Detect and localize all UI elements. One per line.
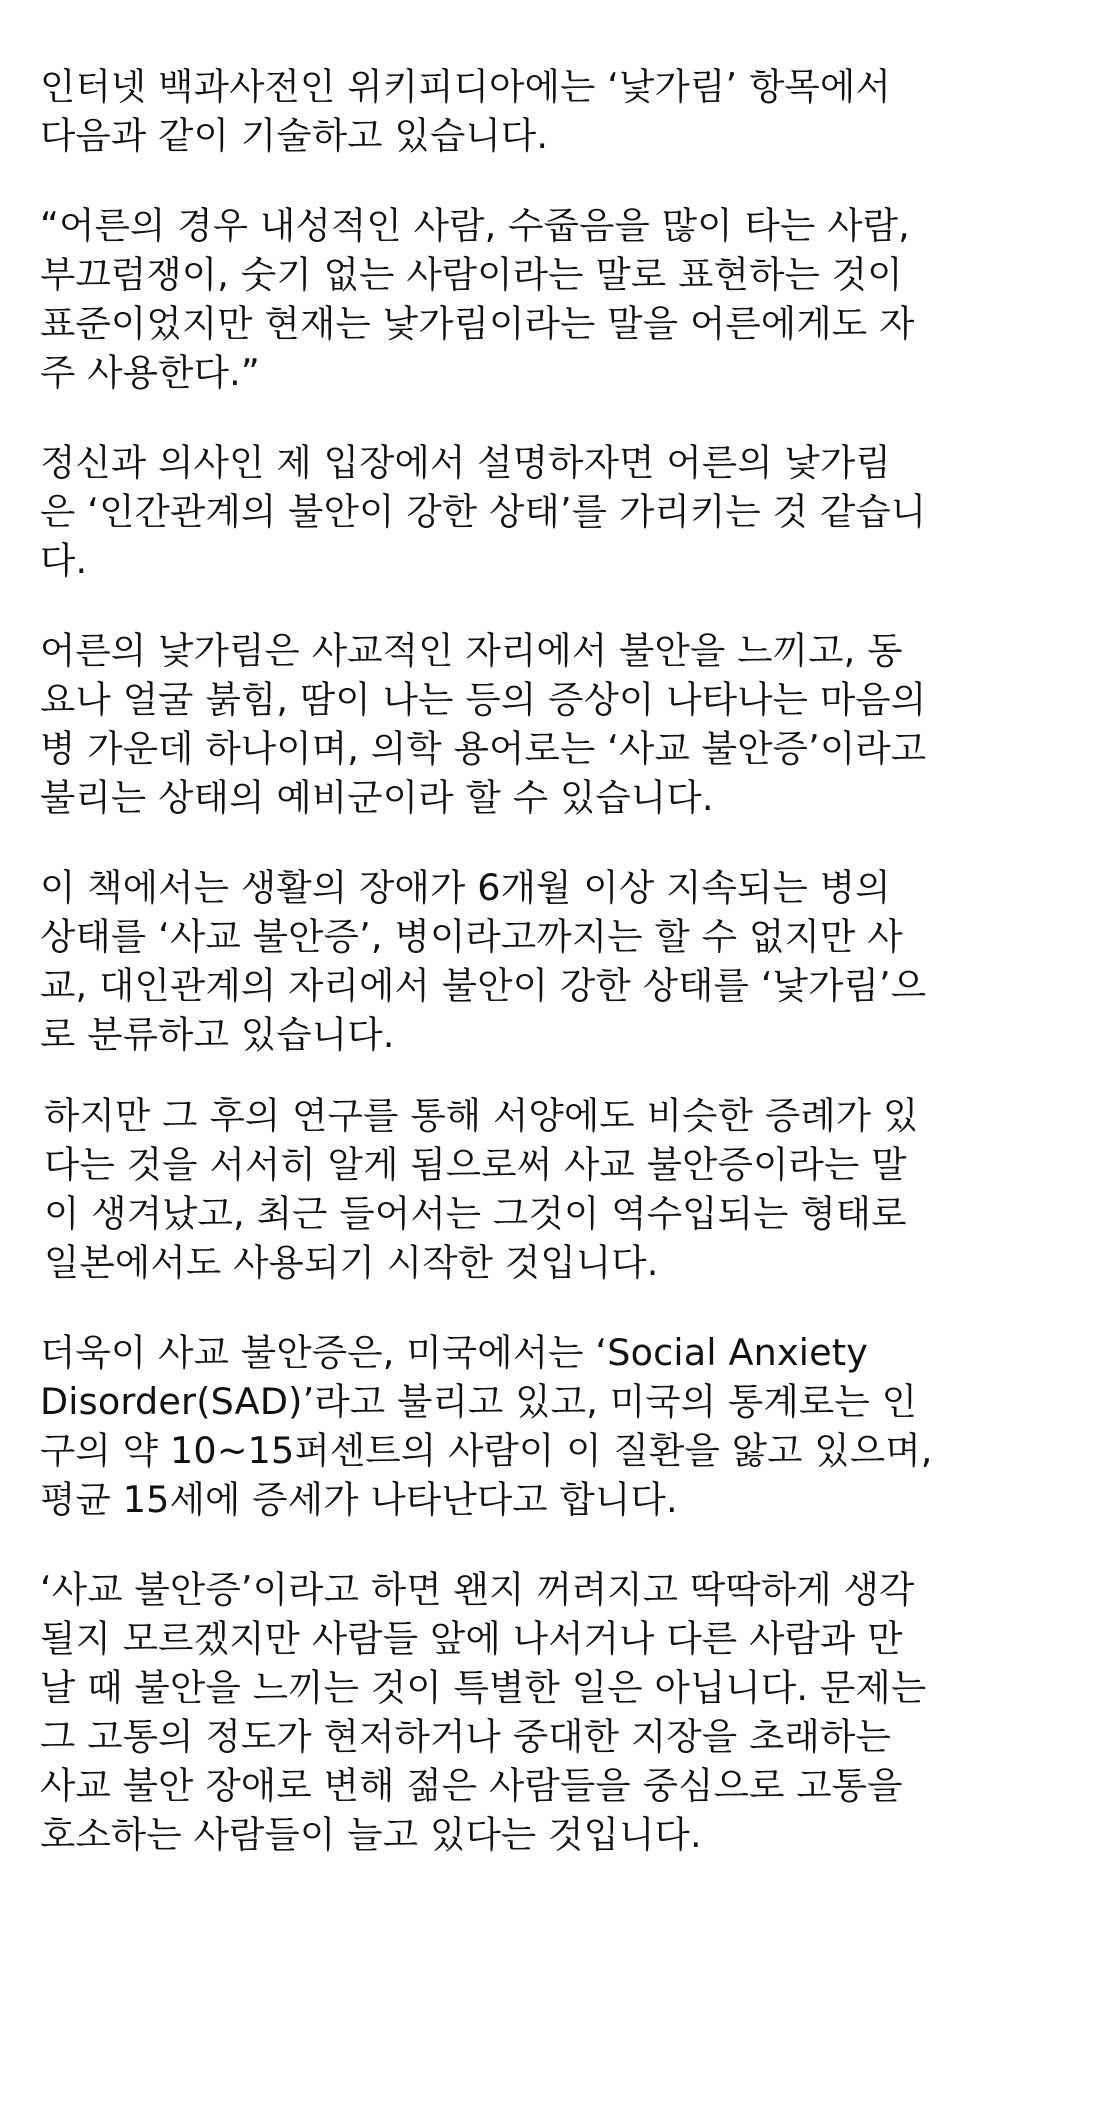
text-line: 더욱이 사교 불안증은, 미국에서는 ‘Social Anxiety (40, 1331, 869, 1374)
text-line: ‘사교 불안증’이라고 하면 왠지 꺼려지고 딱딱하게 생각 (40, 1568, 915, 1611)
text-line: 평균 15세에 증세가 나타난다고 합니다. (40, 1478, 678, 1521)
text-line: 정신과 의사인 제 입장에서 설명하자면 어른의 낯가림 (40, 441, 891, 484)
paragraph-4 (40, 626, 1090, 822)
text-line: 주 사용한다.” (40, 351, 261, 394)
text-line: 요나 얼굴 붉힘, 땀이 나는 등의 증상이 나타나는 마음의 (40, 678, 927, 721)
text-line: 은 ‘인간관계의 불안이 강한 상태’를 가리키는 것 같습니 (40, 490, 927, 533)
text-line: 어른의 낯가림은 사교적인 자리에서 불안을 느끼고, 동 (40, 629, 903, 672)
text-line: 불리는 상태의 예비군이라 할 수 있습니다. (40, 776, 714, 819)
paragraph-5 (40, 863, 1090, 1059)
paragraph-7 (40, 1328, 1090, 1524)
text-line: 부끄럼쟁이, 숫기 없는 사람이라는 말로 표현하는 것이 (40, 253, 903, 296)
text-line: 그 고통의 정도가 현저하거나 중대한 지장을 초래하는 (40, 1715, 891, 1758)
text-line: 구의 약 10~15퍼센트의 사람이 이 질환을 앓고 있으며, (40, 1429, 933, 1472)
text-line: 다음과 같이 기술하고 있습니다. (40, 114, 549, 157)
text-line: “어른의 경우 내성적인 사람, 수줍음을 많이 타는 사람, (40, 204, 910, 247)
text-line: 일본에서도 사용되기 시작한 것입니다. (44, 1241, 659, 1284)
text-line: 호소하는 사람들이 늘고 있다는 것입니다. (40, 1813, 702, 1856)
text-line: 교, 대인관계의 자리에서 불안이 강한 상태를 ‘낯가림’으 (40, 964, 927, 1007)
paragraph-8 (40, 1565, 1090, 1859)
paragraph-1 (40, 62, 1090, 160)
paragraph-3 (40, 438, 1090, 585)
text-line: 날 때 불안을 느끼는 것이 특별한 일은 아닙니다. 문제는 (40, 1666, 927, 1709)
text-line: 다는 것을 서서히 알게 됨으로써 사교 불안증이라는 말 (44, 1143, 907, 1186)
text-line: Disorder(SAD)’라고 불리고 있고, 미국의 통계로는 인 (40, 1380, 918, 1423)
text-line: 병 가운데 하나이며, 의학 용어로는 ‘사교 불안증’이라고 (40, 727, 927, 770)
text-line: 이 책에서는 생활의 장애가 6개월 이상 지속되는 병의 (40, 866, 891, 909)
paragraph-6 (44, 1091, 1090, 1287)
text-line: 사교 불안 장애로 변해 젊은 사람들을 중심으로 고통을 (40, 1764, 903, 1807)
paragraph-2-quote (40, 201, 1090, 397)
text-line: 로 분류하고 있습니다. (40, 1013, 395, 1056)
text-line: 인터넷 백과사전인 위키피디아에는 ‘낯가림’ 항목에서 (40, 65, 891, 108)
text-line: 표준이었지만 현재는 낯가림이라는 말을 어른에게도 자 (40, 302, 915, 345)
book-page (40, 62, 1090, 1859)
text-line: 다. (40, 539, 88, 582)
text-line: 상태를 ‘사교 불안증’, 병이라고까지는 할 수 없지만 사 (40, 915, 903, 958)
text-line: 하지만 그 후의 연구를 통해 서양에도 비슷한 증례가 있 (44, 1094, 919, 1137)
text-line: 이 생겨났고, 최근 들어서는 그것이 역수입되는 형태로 (44, 1192, 907, 1235)
text-line: 될지 모르겠지만 사람들 앞에 나서거나 다른 사람과 만 (40, 1617, 903, 1660)
